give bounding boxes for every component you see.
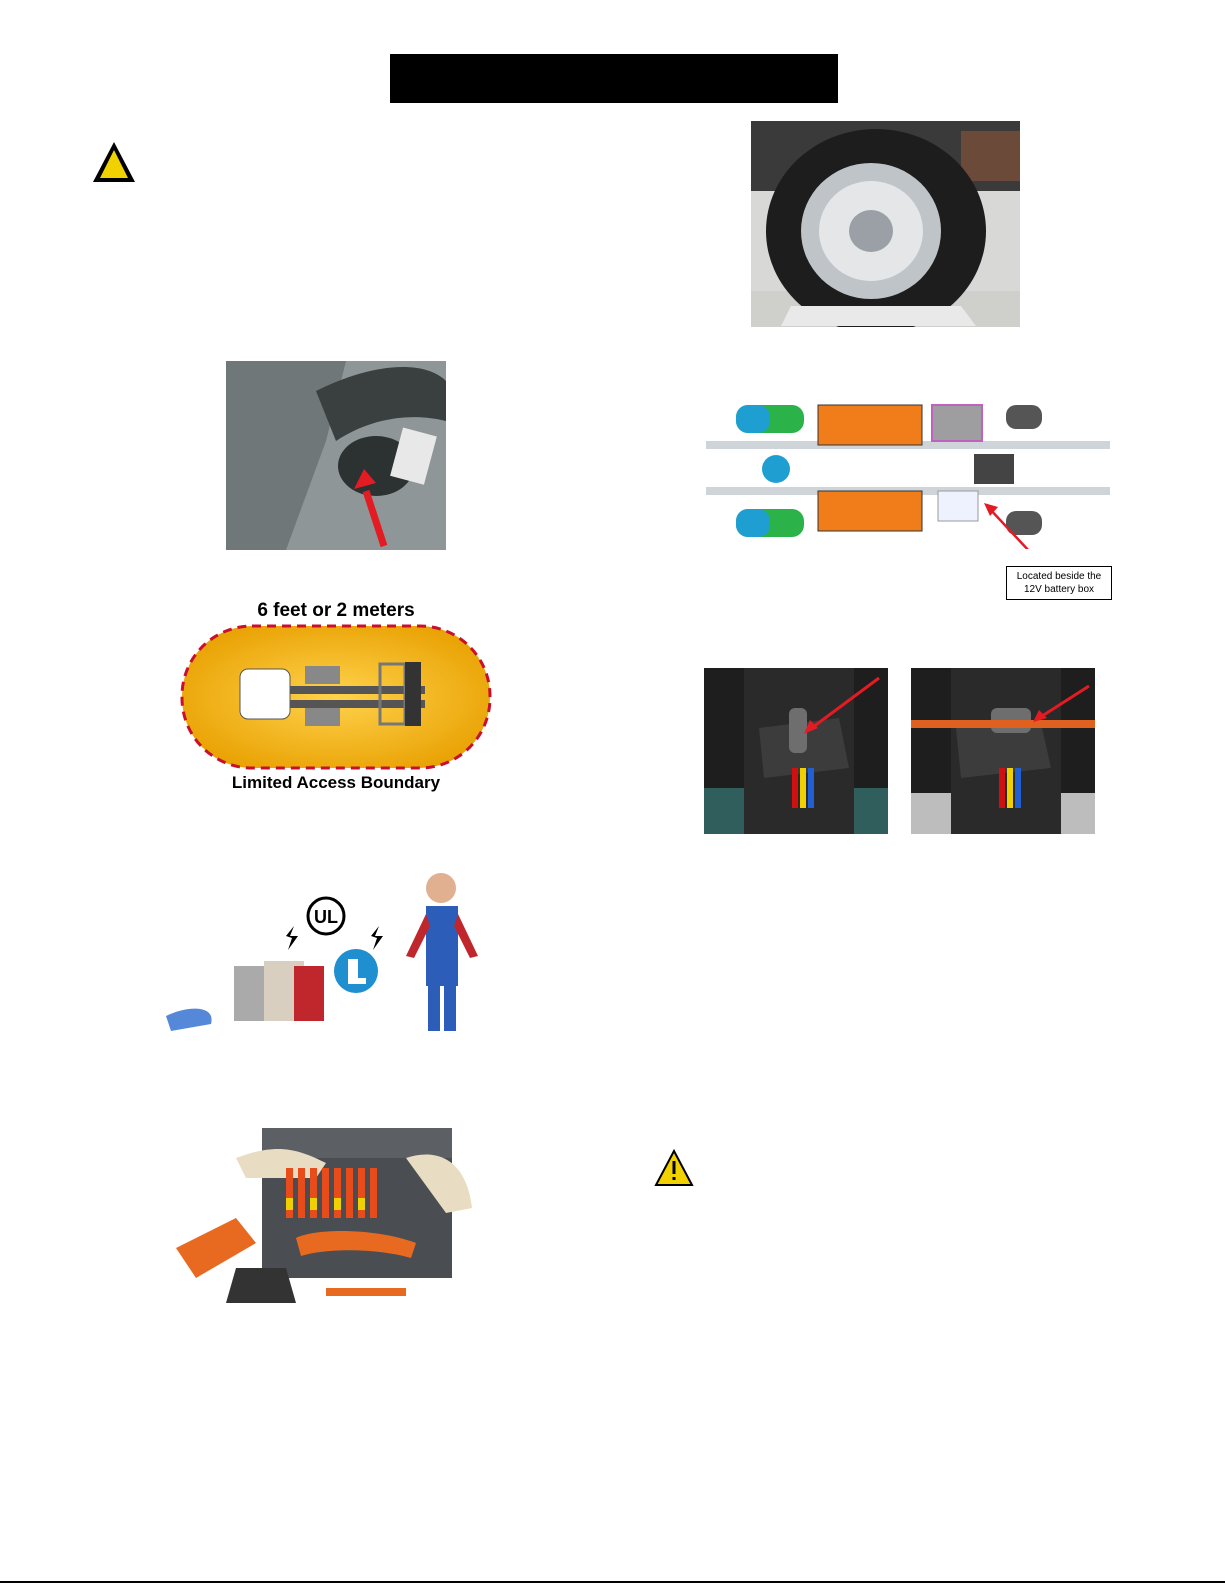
boundary-label: Limited Access Boundary <box>231 773 441 792</box>
title-bar <box>390 54 838 103</box>
chassis-caption: Located beside the 12V battery box <box>1006 566 1112 600</box>
wheel-chock-photo <box>751 121 1020 327</box>
svg-text:UL: UL <box>314 907 338 927</box>
bottom-rule <box>0 1581 1225 1583</box>
warning-triangle-icon <box>654 1149 694 1187</box>
ignition-key-photo <box>226 361 446 550</box>
boundary-distance-label: 6 feet or 2 meters <box>257 600 415 621</box>
warning-triangle-icon <box>91 140 137 184</box>
hv-disconnect-photo-right <box>911 668 1095 834</box>
chassis-diagram <box>706 399 1110 549</box>
hv-disconnect-photo-left <box>704 668 888 834</box>
limited-access-boundary-diagram <box>180 624 492 770</box>
ppe-figure <box>166 866 496 1041</box>
insulated-tool-kit-photo <box>176 1118 474 1316</box>
